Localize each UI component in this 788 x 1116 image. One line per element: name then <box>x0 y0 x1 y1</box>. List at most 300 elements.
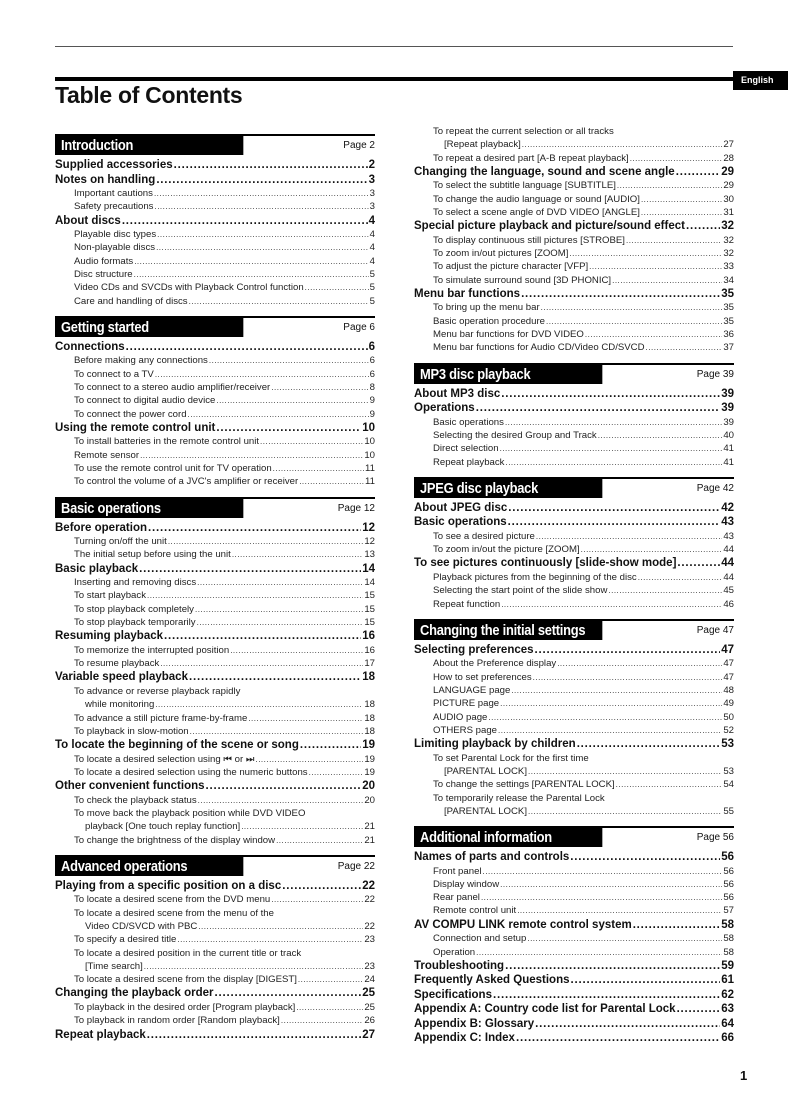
dot-leader <box>521 287 720 302</box>
dot-leader <box>505 416 722 429</box>
entry-title: To zoom in/out the picture [ZOOM] <box>433 544 580 556</box>
entry-page: 3 <box>369 188 375 199</box>
dot-leader <box>498 724 722 737</box>
dot-leader <box>570 850 720 865</box>
toc-entry-sub[interactable] <box>55 698 375 711</box>
toc-entry-main[interactable] <box>55 670 375 685</box>
toc-entry-sub[interactable] <box>55 725 375 738</box>
entry-page: 52 <box>723 724 734 736</box>
toc-entry-main[interactable] <box>55 779 375 794</box>
entry-page: 21 <box>364 821 375 833</box>
entry-title: Direct selection <box>433 443 499 455</box>
toc-entry-sub[interactable] <box>55 435 375 448</box>
entry-page: 63 <box>721 1003 734 1016</box>
toc-entry-wrapped[interactable]: To locate a desired position in the current title or track <box>74 947 302 959</box>
dot-leader <box>589 260 722 273</box>
toc-entry-sub[interactable] <box>414 260 734 273</box>
dot-leader <box>147 1028 361 1043</box>
entry-title: To change the brightness of the display window <box>74 834 276 846</box>
toc-entry-sub[interactable] <box>414 274 734 287</box>
toc-entry-main[interactable] <box>414 556 734 571</box>
toc-entry-sub[interactable] <box>414 179 734 192</box>
entry-title: Disc structure <box>74 268 133 280</box>
entry-title: Notes on handling <box>55 173 156 186</box>
section-page-ref: Page 2 <box>343 140 375 151</box>
toc-entry-sub[interactable] <box>414 543 734 556</box>
toc-entry-sub[interactable] <box>55 644 375 657</box>
toc-entry-sub[interactable] <box>414 234 734 247</box>
entry-page: 66 <box>721 1032 734 1045</box>
dot-leader <box>598 429 723 442</box>
entry-title: To playback in slow-motion <box>74 725 189 737</box>
entry-page: 44 <box>721 557 734 570</box>
toc-entry-sub[interactable] <box>414 530 734 543</box>
section-header <box>55 134 375 156</box>
entry-page: 35 <box>723 302 734 314</box>
dot-leader <box>298 973 363 986</box>
toc-entry-sub[interactable] <box>55 475 375 488</box>
dot-leader <box>134 255 368 268</box>
entry-title: Limiting playback by children <box>414 738 576 751</box>
entry-page: 57 <box>723 905 734 917</box>
toc-entry-sub[interactable] <box>414 584 734 597</box>
entry-page: 13 <box>364 549 375 561</box>
dot-leader <box>300 738 361 753</box>
dot-leader <box>641 206 722 219</box>
entry-page: 6 <box>368 340 375 353</box>
toc-entry-wrapped[interactable]: To advance or reverse playback rapidly <box>74 685 241 697</box>
toc-entry-sub[interactable] <box>55 603 375 616</box>
toc-entry-wrapped[interactable]: To locate a desired scene from the menu of the <box>74 907 274 919</box>
toc-entry-main[interactable] <box>55 562 375 577</box>
entry-title: To zoom in/out pictures [ZOOM] <box>433 248 569 260</box>
entry-title: To select the subtitle language [SUBTITLE] <box>433 180 616 192</box>
entry-title: Playable disc types <box>74 229 157 241</box>
toc-entry-sub[interactable] <box>55 295 375 308</box>
dot-leader <box>154 187 369 200</box>
entry-title: Inserting and removing discs <box>74 577 197 589</box>
toc-entry-main[interactable] <box>414 515 734 530</box>
dot-leader <box>483 865 723 878</box>
toc-entry-main[interactable] <box>55 214 375 229</box>
entry-title: Video CD/SVCD with PBC <box>85 920 198 932</box>
toc-entry-sub[interactable] <box>55 187 375 200</box>
dot-leader <box>126 340 368 355</box>
entry-page: 5 <box>369 295 375 307</box>
entry-title: Selecting the start point of the slide show <box>433 585 608 597</box>
toc-entry-main[interactable] <box>55 521 375 536</box>
entry-title: Playing from a specific position on a disc <box>55 879 282 892</box>
entry-page: 22 <box>364 894 375 906</box>
entry-page: 19 <box>364 766 375 778</box>
toc-entry-sub[interactable] <box>414 778 734 791</box>
toc-entry-sub[interactable] <box>55 354 375 367</box>
dot-leader <box>147 589 363 602</box>
entry-title: Resuming playback <box>55 630 164 643</box>
entry-page: 4 <box>368 214 375 227</box>
entry-page: 18 <box>362 671 375 684</box>
toc-entry-sub[interactable] <box>55 449 375 462</box>
toc-entry-sub[interactable] <box>414 878 734 891</box>
toc-entry-main[interactable] <box>414 850 734 865</box>
toc-entry-sub[interactable] <box>55 657 375 670</box>
entry-page: 18 <box>364 699 375 711</box>
section-header <box>414 619 734 641</box>
dot-leader <box>281 1014 363 1027</box>
toc-entry-sub[interactable] <box>414 765 734 778</box>
dot-leader <box>505 456 722 469</box>
toc-entry-sub[interactable] <box>414 456 734 469</box>
toc-entry-wrapped[interactable]: To temporarily release the Parental Lock <box>433 792 605 804</box>
toc-entry-main[interactable] <box>55 738 375 753</box>
section-title: Introduction <box>55 136 243 155</box>
entry-page: 46 <box>723 598 734 610</box>
dot-leader <box>230 644 363 657</box>
toc-entry-sub[interactable] <box>55 368 375 381</box>
toc-entry-main[interactable] <box>414 988 734 1003</box>
toc-entry-sub[interactable] <box>55 462 375 475</box>
dot-leader <box>177 933 363 946</box>
toc-entry-main[interactable] <box>414 387 734 402</box>
entry-title: Audio formats <box>74 255 134 267</box>
entry-title: To advance a still picture frame-by-frame <box>74 712 248 724</box>
toc-entry-main[interactable] <box>414 737 734 752</box>
toc-entry-sub[interactable] <box>55 920 375 933</box>
entry-title: playback [One touch replay function] <box>85 821 241 833</box>
toc-entry-main[interactable] <box>414 501 734 516</box>
toc-entry-sub[interactable] <box>55 576 375 589</box>
dot-leader <box>476 946 722 959</box>
toc-entry-main[interactable] <box>55 629 375 644</box>
toc-entry-sub[interactable] <box>414 301 734 314</box>
section-header <box>414 826 734 848</box>
entry-title: To connect to a stereo audio amplifier/receiver <box>74 381 271 393</box>
toc-entry-main[interactable] <box>414 918 734 933</box>
entry-page: 21 <box>364 834 375 846</box>
entry-title: AV COMPU LINK remote control system <box>414 918 632 931</box>
entry-title: Operation <box>433 946 476 958</box>
dot-leader <box>612 274 722 287</box>
toc-entry-main[interactable] <box>414 1031 734 1046</box>
entry-title: Variable speed playback <box>55 671 188 684</box>
dot-leader <box>476 401 720 416</box>
dot-leader <box>168 535 364 548</box>
entry-page: 20 <box>362 780 375 793</box>
toc-entry-main[interactable] <box>414 959 734 974</box>
toc-entry-sub[interactable] <box>55 820 375 833</box>
entry-title: Other convenient functions <box>55 780 205 793</box>
section-title: Advanced operations <box>55 857 243 876</box>
dot-leader <box>190 725 364 738</box>
toc-entry-sub[interactable] <box>55 268 375 281</box>
entry-page: 15 <box>364 617 375 629</box>
toc-entry-sub[interactable] <box>414 416 734 429</box>
toc-entry-sub[interactable] <box>55 753 375 766</box>
entry-page: 55 <box>723 805 734 817</box>
top-rule <box>55 46 733 47</box>
section-header <box>414 363 734 385</box>
dot-leader <box>305 281 369 294</box>
entry-page: 37 <box>723 342 734 354</box>
section-page-ref: Page 39 <box>696 368 734 380</box>
toc-entry-sub[interactable] <box>414 891 734 904</box>
toc-entry-sub[interactable] <box>55 394 375 407</box>
toc-entry-sub[interactable] <box>55 281 375 294</box>
dot-leader <box>508 501 720 516</box>
toc-entry-sub[interactable] <box>414 684 734 697</box>
dot-leader <box>122 214 368 229</box>
toc-entry-main[interactable] <box>414 219 734 234</box>
entry-title: To connect to digital audio device <box>74 395 216 407</box>
toc-entry-sub[interactable] <box>55 589 375 602</box>
entry-title: To change the audio language or sound [AUDIO] <box>433 193 640 205</box>
toc-section <box>414 477 734 611</box>
entry-title: Care and handling of discs <box>74 295 188 307</box>
entry-page: 11 <box>365 476 375 488</box>
entry-page: 10 <box>362 421 375 434</box>
entry-page: 43 <box>721 516 734 529</box>
entry-title: Before operation <box>55 521 148 534</box>
dot-leader <box>505 959 720 974</box>
entry-title: LANGUAGE page <box>433 684 511 696</box>
entry-page: 22 <box>364 920 375 932</box>
toc-entry-sub[interactable] <box>414 341 734 354</box>
entry-page: 3 <box>368 173 375 186</box>
dot-leader <box>516 1031 720 1046</box>
entry-title: To check the playback status <box>74 794 197 806</box>
toc-entry-sub[interactable] <box>55 834 375 847</box>
toc-entry-main[interactable] <box>55 173 375 188</box>
entry-title: Selecting the desired Group and Track <box>433 429 597 441</box>
entry-page: 25 <box>364 1001 375 1013</box>
entry-title: PICTURE page <box>433 698 500 710</box>
dot-leader <box>488 711 722 724</box>
entry-page: 19 <box>364 753 375 765</box>
dot-leader <box>676 165 721 180</box>
toc-entry-sub[interactable] <box>414 315 734 328</box>
entry-title: To change the settings [PARENTAL LOCK] <box>433 779 615 791</box>
toc-entry-sub[interactable] <box>414 805 734 818</box>
dot-leader <box>617 179 722 192</box>
dot-leader <box>155 368 369 381</box>
entry-page: 50 <box>723 711 734 723</box>
dot-leader <box>581 543 723 556</box>
dot-leader <box>686 219 720 234</box>
toc-entry-main[interactable] <box>414 973 734 988</box>
entry-title: Basic operations <box>433 416 504 428</box>
entry-title: Repeat playback <box>433 456 505 468</box>
dot-leader <box>189 670 361 685</box>
toc-entry-sub[interactable] <box>414 946 734 959</box>
section-header <box>55 497 375 519</box>
toc-entry-sub[interactable] <box>55 893 375 906</box>
entry-title: How to set preferences <box>433 671 532 683</box>
dot-leader <box>198 794 364 807</box>
dot-leader <box>139 562 361 577</box>
toc-entry-sub[interactable] <box>55 1014 375 1027</box>
entry-title: Important cautions <box>74 188 153 199</box>
toc-entry-sub[interactable] <box>414 932 734 945</box>
entry-title: To adjust the picture character [VFP] <box>433 261 589 273</box>
entry-page: 2 <box>368 159 375 171</box>
entry-title: Troubleshooting <box>414 959 505 972</box>
toc-entry-sub[interactable] <box>55 616 375 629</box>
toc-entry-main[interactable] <box>55 879 375 894</box>
entry-page: 11 <box>365 462 375 474</box>
toc-entry-wrapped[interactable]: To repeat the current selection or all tracks <box>433 126 614 137</box>
entry-title: Appendix C: Index <box>414 1032 515 1045</box>
entry-page: 6 <box>369 355 375 367</box>
dot-leader <box>157 228 369 241</box>
toc-entry-sub[interactable] <box>414 429 734 442</box>
section-title: Getting started <box>55 318 243 337</box>
dot-leader <box>216 421 361 436</box>
section-page-ref: Page 42 <box>696 482 734 494</box>
toc-entry-sub[interactable] <box>414 598 734 611</box>
toc-entry-sub[interactable] <box>55 960 375 973</box>
toc-entry-sub[interactable] <box>414 206 734 219</box>
toc-entry-sub[interactable] <box>55 548 375 561</box>
entry-title: To specify a desired title <box>74 934 177 946</box>
dot-leader <box>309 766 364 779</box>
entry-title: To use the remote control unit for TV operation <box>74 462 272 474</box>
entry-page: 58 <box>721 918 734 931</box>
entry-page: 15 <box>364 590 375 602</box>
dot-leader <box>508 515 721 530</box>
toc-entry-sub[interactable] <box>55 973 375 986</box>
toc-entry-main[interactable] <box>414 1002 734 1017</box>
entry-page: 5 <box>369 268 375 280</box>
toc-entry-sub[interactable] <box>55 241 375 254</box>
dot-leader <box>140 449 363 462</box>
entry-page: 14 <box>364 577 375 589</box>
dot-leader <box>174 158 368 173</box>
section-page-ref: Page 12 <box>337 502 375 514</box>
toc-entry-sub[interactable] <box>55 712 375 725</box>
entry-page: 12 <box>364 536 375 548</box>
entry-page: 53 <box>721 738 734 751</box>
entry-page: 53 <box>723 765 734 777</box>
entry-page: 61 <box>721 974 734 987</box>
toc-entry-sub[interactable] <box>414 697 734 710</box>
dot-leader <box>260 435 363 448</box>
toc-entry-sub[interactable] <box>55 228 375 241</box>
toc-entry-main[interactable] <box>414 287 734 302</box>
toc-entry-sub[interactable] <box>55 381 375 394</box>
entry-title: OTHERS page <box>433 724 497 736</box>
entry-title: To locate the beginning of the scene or song <box>55 739 299 752</box>
entry-page: 41 <box>723 456 734 468</box>
toc-entry-main[interactable] <box>414 1017 734 1032</box>
toc-entry-main[interactable] <box>55 1028 375 1043</box>
language-tab: English <box>733 71 788 90</box>
entry-page: 18 <box>364 712 375 724</box>
entry-page: 34 <box>723 274 734 286</box>
dot-leader <box>493 988 720 1003</box>
toc-entry-sub[interactable] <box>414 904 734 917</box>
entry-title: Repeat function <box>433 598 501 610</box>
toc-entry-sub[interactable] <box>55 1001 375 1014</box>
section-page-ref: Page 47 <box>696 624 734 636</box>
toc-entry-sub[interactable] <box>414 571 734 584</box>
toc-entry-main[interactable] <box>55 421 375 436</box>
toc-entry-main[interactable] <box>414 401 734 416</box>
page-title: Table of Contents <box>55 82 243 108</box>
toc-entry-sub[interactable] <box>414 657 734 670</box>
toc-entry-sub[interactable] <box>55 408 375 421</box>
toc-entry-sub[interactable] <box>414 671 734 684</box>
toc-entry-sub[interactable] <box>55 766 375 779</box>
toc-entry-sub[interactable] <box>414 152 734 165</box>
entry-page: 44 <box>723 571 734 583</box>
dot-leader <box>569 247 722 260</box>
entry-title: Special picture playback and picture/sound effect <box>414 220 685 233</box>
toc-entry-sub[interactable] <box>414 138 734 151</box>
entry-page: 16 <box>364 644 375 656</box>
entry-page: 14 <box>362 562 375 575</box>
entry-title: Using the remote control unit <box>55 421 216 434</box>
dot-leader <box>273 462 364 475</box>
toc-entry-wrapped[interactable]: To move back the playback position while DVD VIDEO <box>74 808 306 819</box>
dot-leader <box>522 138 723 151</box>
dot-leader <box>633 918 721 933</box>
toc-entry-sub[interactable] <box>414 247 734 260</box>
entry-page: 35 <box>721 287 734 300</box>
toc-entry-sub[interactable] <box>414 865 734 878</box>
entry-title: Appendix A: Country code list for Parental Lock <box>414 1003 676 1016</box>
toc-entry-sub[interactable] <box>414 724 734 737</box>
toc-entry-sub[interactable] <box>55 200 375 213</box>
toc-entry-main[interactable] <box>414 643 734 658</box>
toc-entry-sub[interactable] <box>414 711 734 724</box>
dot-leader <box>630 152 723 165</box>
toc-entry-main[interactable] <box>55 986 375 1001</box>
entry-page: 33 <box>723 261 734 273</box>
entry-page: 39 <box>721 387 734 400</box>
entry-page: 4 <box>369 229 375 241</box>
entry-page: 62 <box>721 988 734 1001</box>
toc-entry-sub[interactable] <box>414 328 734 341</box>
section-header <box>55 855 375 877</box>
toc-entry-main[interactable] <box>55 340 375 355</box>
toc-entry-main[interactable] <box>55 158 375 173</box>
section-title: JPEG disc playback <box>414 479 602 498</box>
entry-page: 32 <box>721 220 734 233</box>
section-title: Changing the initial settings <box>414 621 602 640</box>
toc-entry-sub[interactable] <box>414 193 734 206</box>
entry-title: About the Preference display <box>433 658 557 670</box>
toc-entry-sub[interactable] <box>55 794 375 807</box>
toc-entry-sub[interactable] <box>55 255 375 268</box>
toc-entry-main[interactable] <box>414 165 734 180</box>
dot-leader <box>571 973 721 988</box>
toc-entry-sub[interactable] <box>414 442 734 455</box>
entry-title: Display window <box>433 878 500 890</box>
entry-page: 45 <box>723 585 734 597</box>
toc-entry-wrapped[interactable]: To set Parental Lock for the first time <box>433 752 589 764</box>
dot-leader <box>189 295 369 308</box>
dot-leader <box>276 834 363 847</box>
dot-leader <box>160 657 363 670</box>
dot-leader <box>148 521 361 536</box>
dot-leader <box>241 820 363 833</box>
toc-entry-sub[interactable] <box>55 535 375 548</box>
toc-entry-sub[interactable] <box>55 933 375 946</box>
entry-title: To locate a desired scene from the display [DIGEST] <box>74 974 297 986</box>
entry-title: To display continuous still pictures [STROBE] <box>433 234 625 246</box>
dot-leader <box>646 341 723 354</box>
entry-title: To see pictures continuously [slide-show mode] <box>414 557 677 570</box>
